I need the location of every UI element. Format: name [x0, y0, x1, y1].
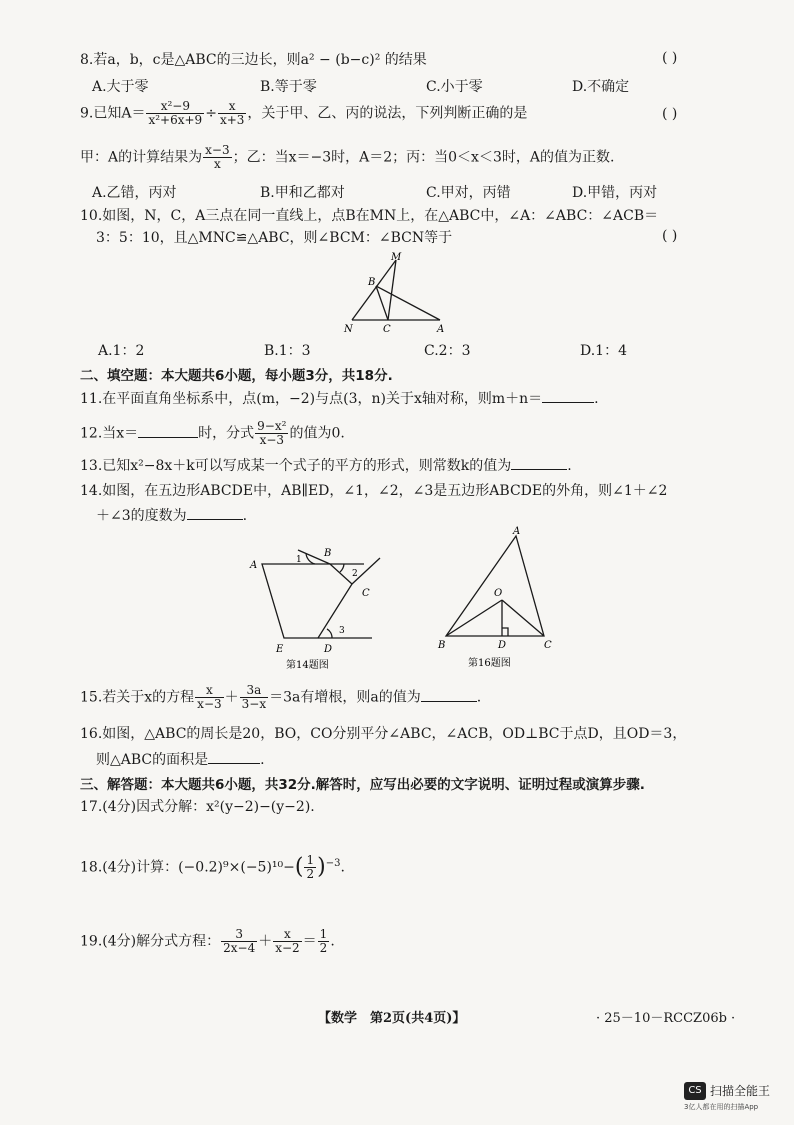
fraction: $\frac{1}{2}$ [319, 927, 328, 955]
answer-paren-9: ( ) [662, 106, 678, 122]
angle-3: 3 [339, 626, 345, 636]
question-9-line2-post: ；乙：当x＝−3时，A＝2；丙：当0＜x＜3时，A的值为正数. [232, 149, 615, 166]
question-18-post: . [340, 859, 345, 876]
label-b: B [368, 277, 376, 288]
question-18 [80, 854, 720, 881]
question-9-post: ，关于甲、乙、丙的说法，下列判断正确的是 [247, 105, 528, 122]
answer-blank-12[interactable] [138, 423, 198, 438]
option-8-b: B.等于零 [260, 79, 317, 95]
question-16-line1: 16.如图，△ABC的周长是20，BO，CO分别平分∠ABC，∠ACB，OD⊥BC于点D，且OD＝3， [80, 726, 687, 742]
question-14-line2-pre: ＋∠3的度数为 [96, 508, 187, 524]
question-9-line2-pre: 甲：A的计算结果为 [80, 149, 203, 166]
option-9-c: C.甲对，丙错 [426, 185, 511, 201]
scanner-watermark [684, 1080, 784, 1114]
label-d: D [324, 644, 333, 655]
label-e: E [276, 644, 284, 655]
exponent: −3 [325, 858, 341, 869]
question-12 [80, 420, 720, 447]
fraction: $\frac{3}{2x-4}$ [223, 927, 256, 955]
label-o: O [494, 588, 503, 599]
label-b: B [324, 548, 332, 559]
question-13-post: . [567, 458, 572, 474]
question-15 [80, 684, 720, 711]
answer-blank-13[interactable] [511, 455, 567, 470]
option-10-b: B.1：3 [264, 343, 311, 359]
figure-14-caption: 第14题图 [286, 660, 329, 671]
question-11 [80, 388, 720, 409]
question-8-text: 8.若a，b，c是△ABC的三边长，则a² − (b−c)² 的结果 [80, 52, 427, 68]
option-8-c: C.小于零 [426, 79, 483, 95]
fraction: $\frac{\text{9−x²}}{x-3}$ [257, 419, 287, 447]
question-17: 17.(4分)因式分解：x²(y−2)−(y−2). [80, 799, 315, 815]
option-9-d: D.甲错，丙对 [572, 185, 658, 201]
label-c: C [362, 588, 370, 599]
label-a: A [513, 526, 521, 537]
answer-blank-16[interactable] [208, 749, 260, 764]
angle-2: 2 [352, 569, 358, 579]
option-9-b: B.甲和乙都对 [260, 185, 345, 201]
question-11-text: 11.在平面直角坐标系中，点(m，−2)与点(3，n)关于x轴对称，则m＋n＝ [80, 391, 543, 407]
question-19 [80, 928, 720, 955]
answer-blank-15[interactable] [421, 687, 477, 702]
question-14-line2-post: . [242, 508, 248, 524]
answer-paren-10: ( ) [662, 228, 678, 244]
question-13 [80, 455, 720, 476]
label-m: M [391, 252, 402, 263]
plus-sign: ＋ [258, 933, 273, 950]
figure-10 [330, 248, 460, 336]
fraction: $\frac{x}{x+3}$ [219, 99, 245, 127]
fraction: $\frac{3a}{3-x}$ [241, 683, 267, 711]
right-paren: ) [317, 854, 326, 880]
answer-blank-14[interactable] [187, 505, 243, 520]
question-12-post: 的值为0. [289, 425, 345, 442]
fraction: $\frac{x-3}{x}$ [205, 143, 230, 171]
option-9-a: A.乙错，丙对 [92, 185, 177, 201]
equals-sign: ＝ [302, 933, 317, 950]
label-c: C [383, 324, 391, 335]
options-10 [92, 340, 692, 360]
question-9 [80, 100, 720, 127]
question-15-pre: 15.若关于x的方程 [80, 689, 195, 706]
question-18-pre: 18.(4分)计算：(−0.2)⁹×(−5)¹⁰− [80, 859, 295, 876]
fraction: $\frac{\text{x²−9}}{\text{x²+6x+9}}$ [148, 99, 203, 127]
question-9-pre: 9.已知A＝ [80, 105, 146, 122]
question-10-line1: 10.如图，N，C，A三点在同一直线上，点B在MN上，在△ABC中，∠A：∠ABC：∠ACB＝ [80, 208, 659, 224]
label-a: A [437, 324, 445, 335]
question-10-line2: 3：5：10，且△MNC≌△ABC，则∠BCM：∠BCN等于 [96, 230, 453, 246]
section-2-heading: 二、填空题：本大题共6小题，每小题3分，共18分. [80, 368, 393, 384]
fraction: $\frac{x}{x-2}$ [275, 927, 300, 955]
question-14-line2 [96, 505, 736, 526]
question-16-line2 [96, 749, 736, 770]
angle-1: 1 [296, 555, 302, 565]
figure-14 [240, 540, 390, 675]
page-footer-code: · 25－10－RCCZ06b · [596, 1011, 736, 1026]
question-9-line2 [80, 144, 720, 171]
answer-paren-8: ( ) [662, 50, 678, 66]
label-a: A [250, 560, 258, 571]
option-10-c: C.2：3 [424, 343, 471, 359]
label-b: B [438, 640, 446, 651]
fraction: $\frac{1}{2}$ [306, 853, 315, 882]
figure-16 [432, 524, 572, 674]
scanner-app-name: 扫描全能王 [710, 1084, 771, 1098]
question-12-mid: 时，分式 [198, 425, 255, 442]
figure-16-caption: 第16题图 [468, 658, 511, 669]
options-8 [92, 76, 692, 96]
scanner-logo-icon: CS [684, 1082, 706, 1100]
option-8-d: D.不确定 [572, 79, 630, 95]
question-13-text: 13.已知x²−8x＋k可以写成某一个式子的平方的形式，则常数k的值为 [80, 458, 512, 474]
question-14-line1: 14.如图，在五边形ABCDE中，AB∥ED，∠1，∠2，∠3是五边形ABCDE的外角，则∠1＋∠2 [80, 483, 668, 499]
question-15-mid: ＝3a有增根，则a的值为 [269, 689, 421, 706]
question-15-post: . [476, 689, 482, 706]
option-8-a: A.大于零 [92, 79, 149, 95]
scanner-tagline: 3亿人都在用的扫描App [684, 1103, 759, 1111]
question-12-pre: 12.当x＝ [80, 425, 139, 442]
fraction: $\frac{x}{x-3}$ [197, 683, 222, 711]
options-9 [92, 182, 692, 202]
left-paren: ( [294, 854, 304, 880]
page-footer-center: 【数学 第2页(共4页)】 [318, 1011, 466, 1026]
question-19-post: . [330, 933, 335, 950]
divide-sign: ÷ [205, 105, 217, 122]
option-10-d: D.1：4 [580, 343, 627, 359]
option-10-a: A.1：2 [98, 343, 145, 359]
question-16-line2-pre: 则△ABC的面积是 [96, 752, 209, 768]
label-d: D [498, 640, 507, 651]
question-19-pre: 19.(4分)解分式方程： [80, 933, 221, 950]
label-n: N [344, 324, 353, 335]
plus-sign: ＋ [224, 689, 239, 706]
question-11-post: . [594, 391, 599, 407]
question-16-line2-post: . [260, 752, 265, 768]
label-c: C [544, 640, 552, 651]
question-8 [80, 50, 720, 70]
answer-blank-11[interactable] [542, 388, 594, 403]
section-3-heading: 三、解答题：本大题共6小题，共32分.解答时，应写出必要的文字说明、证明过程或演算步骤. [80, 777, 645, 793]
